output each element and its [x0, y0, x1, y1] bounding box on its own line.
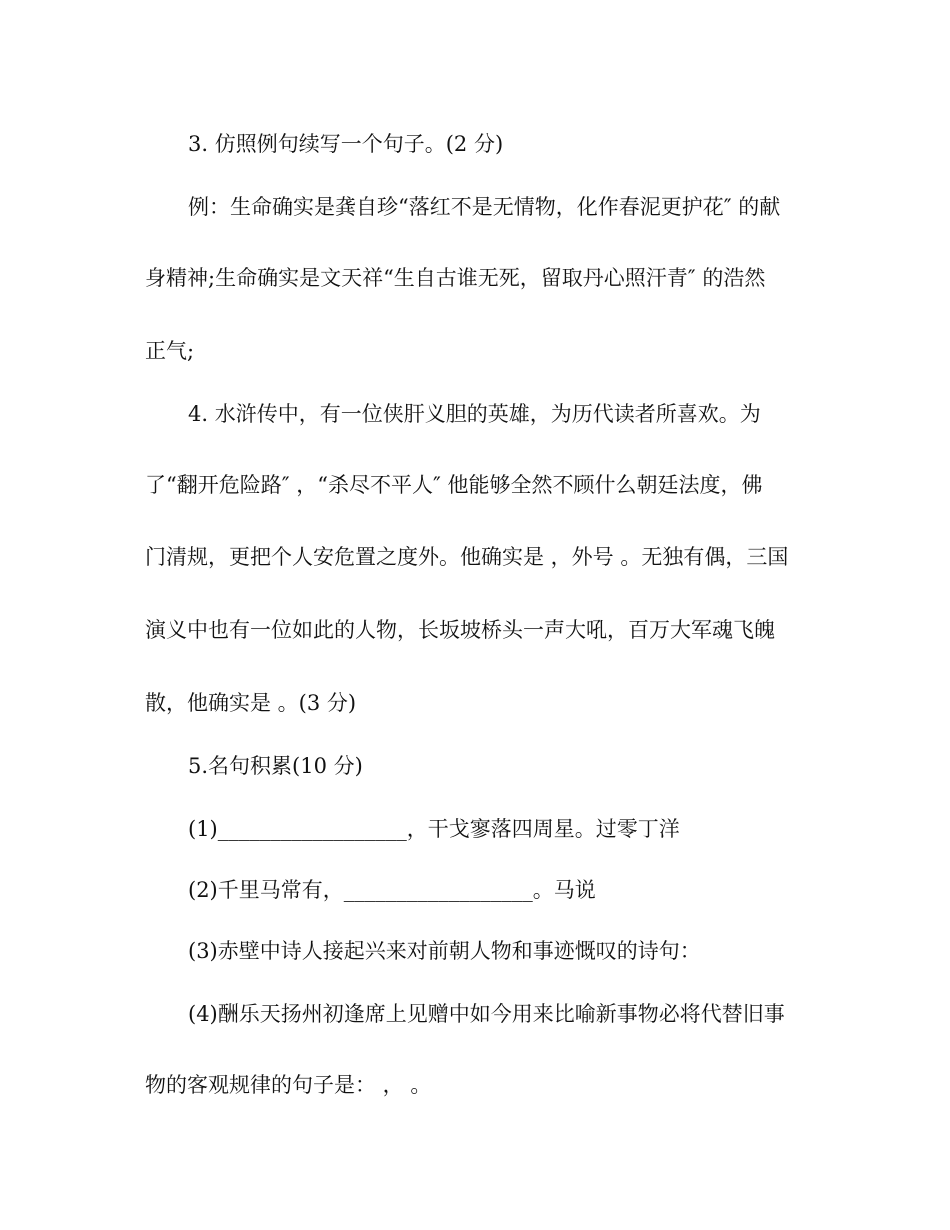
q4-line-2: 了“翻开危险路″ ，“杀尽不平人″ 他能够全然不顾什么朝廷法度，佛 — [145, 473, 763, 497]
q5-item-4-line-2: 物的客观规律的句子是： ， 。 — [145, 1073, 432, 1097]
q3-example-line-3: 正气; — [145, 339, 195, 363]
q3-title: 3. 仿照例句续写一个句子。(2 分) — [188, 132, 504, 156]
q3-example-line-2: 身精神;生命确实是文天祥“生自古谁无死，留取丹心照汗青″ 的浩然 — [145, 266, 766, 290]
q4-line-4: 演义中也有一位如此的人物，长坂坡桥头一声大吼，百万大军魂飞魄 — [145, 618, 775, 642]
q5-item-1: (1)__________________，干戈寥落四周星。过零丁洋 — [188, 817, 680, 841]
q5-title: 5.名句积累(10 分) — [188, 754, 363, 778]
q3-example-line-1: 例：生命确实是龚自珍“落红不是无情物，化作春泥更护花″ 的献 — [188, 195, 781, 219]
q4-line-5: 散，他确实是 。(3 分) — [145, 691, 357, 715]
q5-item-2: (2)千里马常有，__________________。马说 — [188, 878, 596, 902]
q5-item-4-line-1: (4)酬乐天扬州初逢席上见赠中如今用来比喻新事物必将代替旧事 — [188, 1002, 785, 1026]
q5-item-3: (3)赤壁中诗人接起兴来对前朝人物和事迹慨叹的诗句： — [188, 939, 701, 963]
q4-line-3: 门清规，更把个人安危置之度外。他确实是 ，外号 。无独有偶，三国 — [145, 545, 789, 569]
q4-line-1: 4. 水浒传中，有一位侠肝义胆的英雄，为历代读者所喜欢。为 — [188, 402, 761, 426]
